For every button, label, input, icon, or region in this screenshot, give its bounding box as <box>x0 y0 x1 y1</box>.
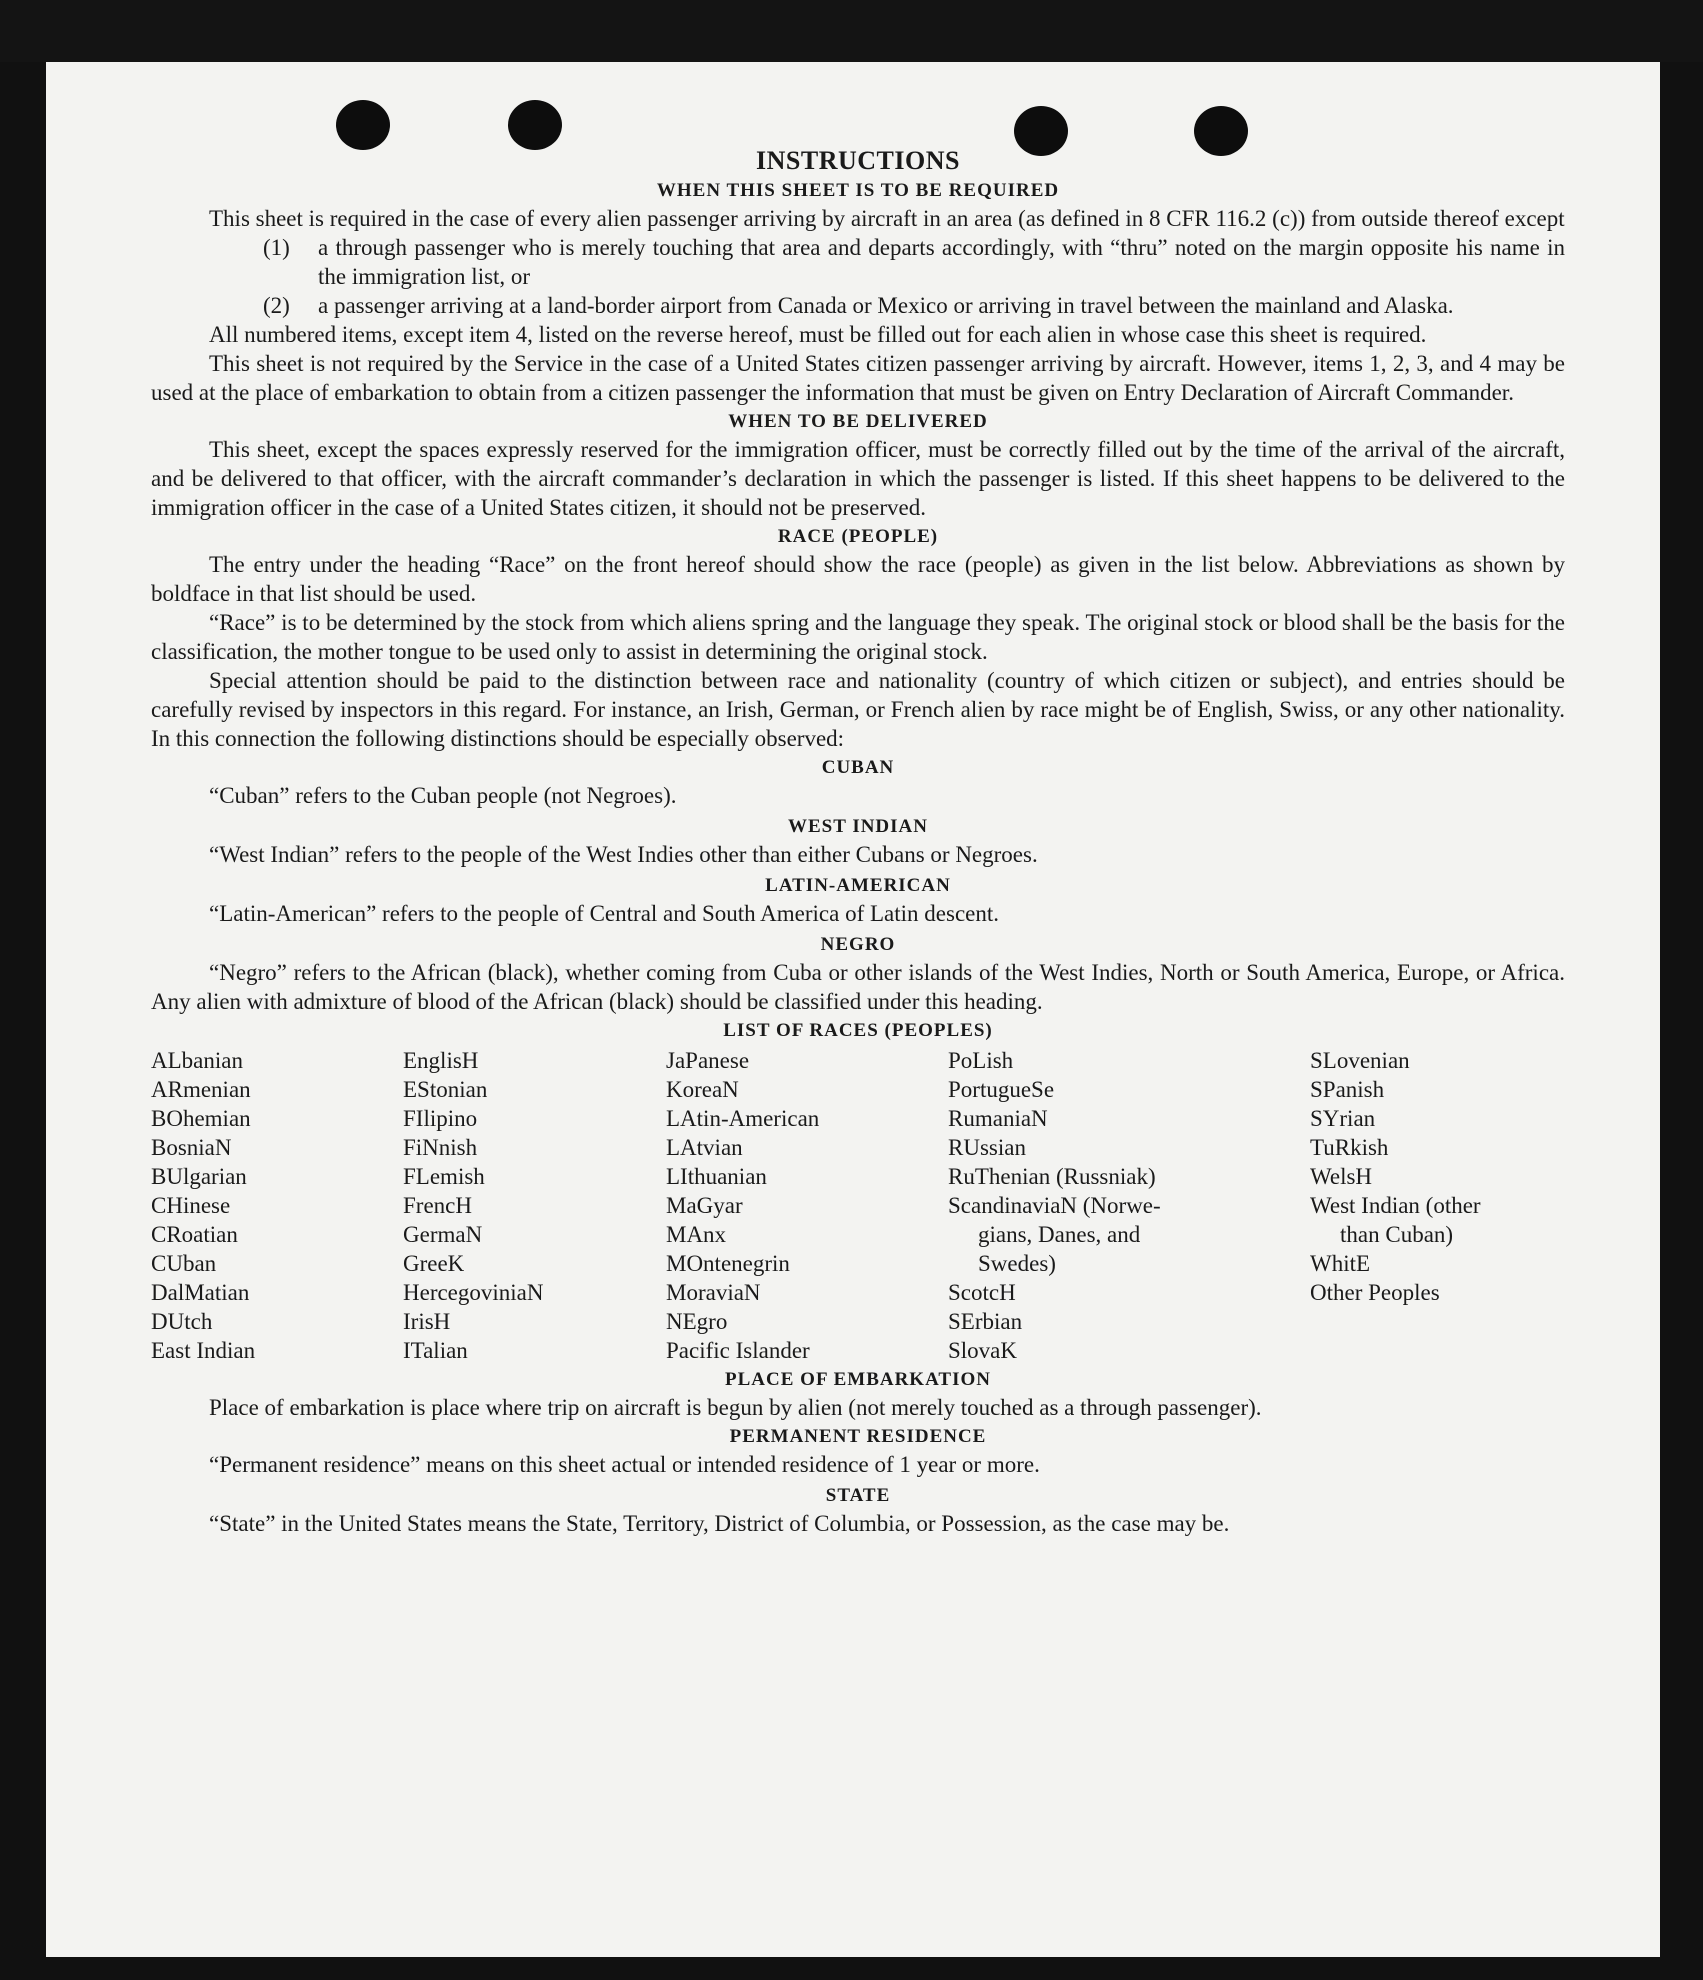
race-item: ScotcH <box>948 1280 1016 1305</box>
punch-hole <box>336 100 390 150</box>
race-item: MaGyar <box>666 1193 743 1218</box>
section-heading-cuban: CUBAN <box>821 757 895 778</box>
section-heading-state: STATE <box>825 1485 891 1506</box>
race-column <box>666 1046 948 1365</box>
section-heading-when-delivered: WHEN TO BE DELIVERED <box>728 411 988 432</box>
race-item: BosniaN <box>151 1135 232 1160</box>
exception-item <box>263 233 1565 291</box>
race-item: GreeK <box>403 1251 465 1276</box>
race-item: SLovenian <box>1310 1048 1410 1073</box>
race-item: ScandinaviaN (Norwe- <box>948 1193 1161 1218</box>
negro-text: “Negro” refers to the African (black), whether coming from Cuba or other islands of the West Indies, North or South America, Europe, or Africa. Any alien with admixture of blood of the African (black) should be classified under this heading. <box>151 960 1565 1014</box>
race-item: SlovaK <box>948 1338 1017 1363</box>
top-border <box>0 0 1703 62</box>
section-heading-when-required: WHEN THIS SHEET IS TO BE REQUIRED <box>656 180 1060 201</box>
race-item: KoreaN <box>666 1077 739 1102</box>
punch-hole <box>508 100 562 150</box>
numbered-items-paragraph: All numbered items, except item 4, listed on the reverse hereof, must be filled out for each alien in whose case this sheet is required. <box>209 322 1427 347</box>
race-paragraph-1: The entry under the heading “Race” on the front hereof should show the race (people) as given in the list below. Abbreviations as shown by boldface in that list should be used. <box>151 552 1565 606</box>
race-item: CHinese <box>151 1193 231 1218</box>
race-item: LAtin-American <box>666 1106 820 1131</box>
race-item: PoLish <box>948 1048 1014 1073</box>
race-item: FrencH <box>403 1193 472 1218</box>
race-item: ALbanian <box>151 1048 243 1073</box>
section-heading-negro: NEGRO <box>820 934 896 955</box>
race-item: WhitE <box>1310 1251 1371 1276</box>
race-item: EnglisH <box>403 1048 479 1073</box>
race-column <box>403 1046 666 1365</box>
race-item: LIthuanian <box>666 1164 767 1189</box>
race-item: GermaN <box>403 1222 483 1247</box>
race-column <box>1310 1046 1565 1365</box>
race-item: DalMatian <box>151 1280 250 1305</box>
place-of-embarkation-text: Place of embarkation is place where trip on aircraft is begun by alien (not merely touched as a through passenger). <box>209 1395 1262 1420</box>
race-item: BOhemian <box>151 1106 251 1131</box>
race-item: IrisH <box>403 1309 451 1334</box>
race-item: NEgro <box>666 1309 728 1334</box>
race-item: EStonian <box>403 1077 488 1102</box>
section-heading-race: RACE (PEOPLE) <box>777 526 939 547</box>
race-column <box>948 1046 1310 1365</box>
race-paragraph-2: “Race” is to be determined by the stock from which aliens spring and the language they speak. The original stock or blood shall be the basis for the classification, the mother tongue to be used only to assist in determining the original stock. <box>151 610 1565 664</box>
race-item: MAnx <box>666 1222 727 1247</box>
race-item: MoraviaN <box>666 1280 761 1305</box>
section-heading-latin-american: LATIN-AMERICAN <box>765 875 951 896</box>
document-page <box>46 62 1660 1957</box>
race-item: BUlgarian <box>151 1164 247 1189</box>
west-indian-text: “West Indian” refers to the people of the West Indies other than either Cubans or Negroes. <box>209 842 1038 867</box>
race-item: SPanish <box>1310 1077 1385 1102</box>
race-item: RuThenian (Russniak) <box>948 1164 1156 1189</box>
race-item: Pacific Islander <box>666 1338 810 1363</box>
race-item: MOntenegrin <box>666 1251 790 1276</box>
race-item: CRoatian <box>151 1222 238 1247</box>
race-item: SErbian <box>948 1309 1023 1334</box>
race-item: LAtvian <box>666 1135 743 1160</box>
race-item: gians, Danes, and <box>978 1222 1141 1247</box>
race-item: SYrian <box>1310 1106 1376 1131</box>
permanent-residence-text: “Permanent residence” means on this sheet actual or intended residence of 1 year or more. <box>209 1452 1040 1477</box>
race-item: Other Peoples <box>1310 1280 1440 1305</box>
race-item: than Cuban) <box>1340 1222 1454 1247</box>
race-item: East Indian <box>151 1338 256 1363</box>
race-item: TuRkish <box>1310 1135 1389 1160</box>
cuban-text: “Cuban” refers to the Cuban people (not Negroes). <box>209 783 677 808</box>
exception-number: (2) <box>263 293 290 318</box>
section-heading-west-indian: WEST INDIAN <box>788 816 928 837</box>
race-list <box>151 1046 1565 1365</box>
section-heading-list-of-races: LIST OF RACES (PEOPLES) <box>723 1020 993 1041</box>
section-heading-permanent-residence: PERMANENT RESIDENCE <box>729 1426 987 1447</box>
race-item: RumaniaN <box>948 1106 1048 1131</box>
exception-item <box>263 291 1565 320</box>
race-item: West Indian (other <box>1310 1193 1481 1218</box>
citizen-paragraph: This sheet is not required by the Service in the case of a United States citizen passenger arriving by aircraft. However, items 1, 2, 3, and 4 may be used at the place of embarkation to obtain from a citizen passenger the information that must be given on Entry Declaration of Aircraft Commander. <box>151 351 1565 405</box>
exception-text: a through passenger who is merely touching that area and departs accordingly, with “thru” noted on the margin opposite his name in the immigration list, or <box>318 235 1565 289</box>
instructions-content <box>151 146 1565 1538</box>
race-item: CUban <box>151 1251 217 1276</box>
race-item: Swedes) <box>978 1251 1056 1276</box>
race-item: HercegoviniaN <box>403 1280 544 1305</box>
when-delivered-text: This sheet, except the spaces expressly reserved for the immigration officer, must be correctly filled out by the time of the arrival of the aircraft, and be delivered to that officer, with the aircraft commander’s declaration in which the passenger is listed. If this sheet happens to be delivered to the immigration officer in the case of a United States citizen, it should not be preserved. <box>151 437 1565 520</box>
race-item: ITalian <box>403 1338 468 1363</box>
race-column <box>151 1046 403 1365</box>
page-title: INSTRUCTIONS <box>756 146 960 175</box>
race-item: FLemish <box>403 1164 485 1189</box>
race-item: FIlipino <box>403 1106 478 1131</box>
race-item: RUssian <box>948 1135 1026 1160</box>
race-item: PortugueSe <box>948 1077 1055 1102</box>
race-item: WelsH <box>1310 1164 1373 1189</box>
race-item: DUtch <box>151 1309 213 1334</box>
exception-number: (1) <box>263 235 290 260</box>
when-required-intro: This sheet is required in the case of every alien passenger arriving by aircraft in an area (as defined in 8 CFR 116.2 (c)) from outside thereof except <box>209 206 1565 231</box>
latin-american-text: “Latin-American” refers to the people of Central and South America of Latin descent. <box>209 901 999 926</box>
exception-text: a passenger arriving at a land-border airport from Canada or Mexico or arriving in travel between the mainland and Alaska. <box>318 293 1454 318</box>
race-item: ARmenian <box>151 1077 251 1102</box>
race-item: JaPanese <box>666 1048 750 1073</box>
state-text: “State” in the United States means the State, Territory, District of Columbia, or Possession, as the case may be. <box>209 1511 1230 1536</box>
section-heading-place-of-embarkation: PLACE OF EMBARKATION <box>725 1369 991 1390</box>
race-item: FiNnish <box>403 1135 478 1160</box>
race-paragraph-3: Special attention should be paid to the distinction between race and nationality (country of which citizen or subject), and entries should be carefully revised by inspectors in this regard. For instance, an Irish, German, or French alien by race might be of English, Swiss, or any other nationality. In this connection the following distinctions should be especially observed: <box>151 668 1565 751</box>
